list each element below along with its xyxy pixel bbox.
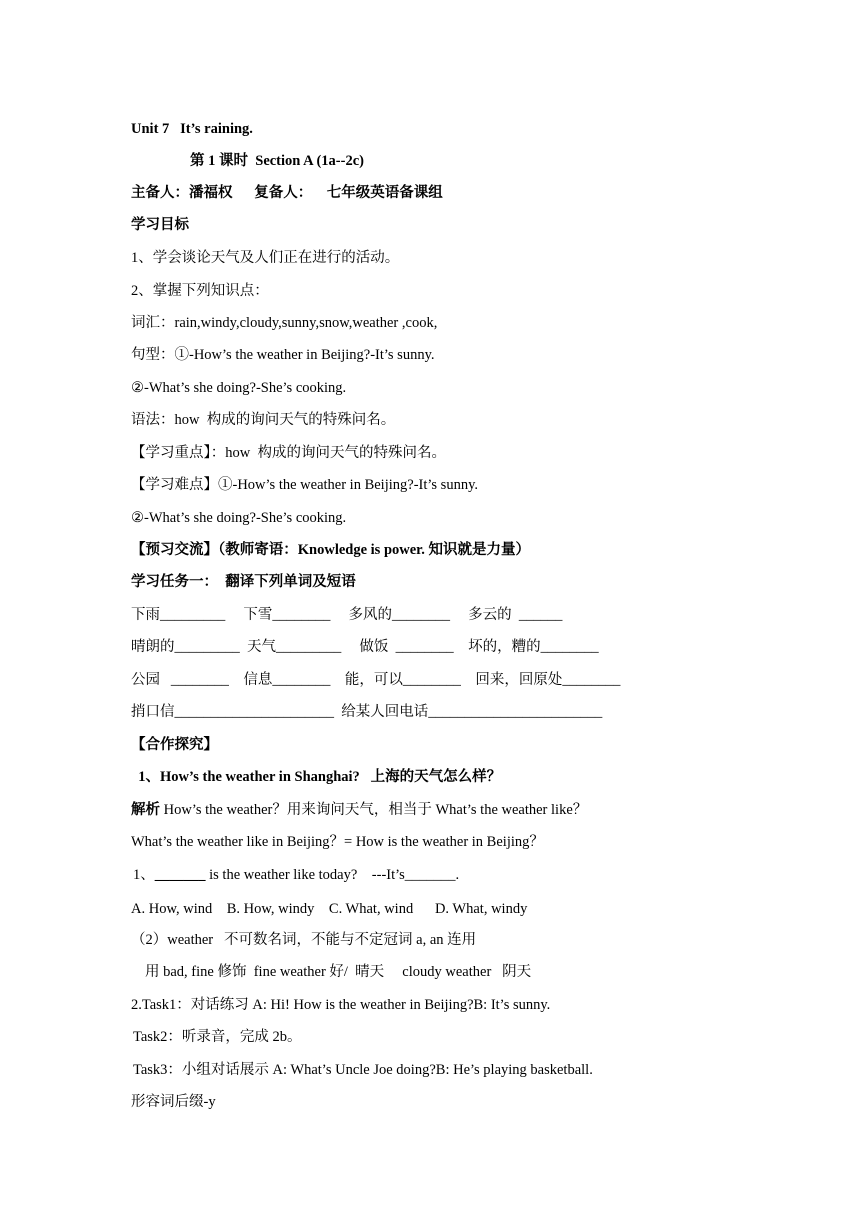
task-3: Task3：小组对话展示 A: What’s Uncle Joe doing?B: He’s playing basketball. xyxy=(133,1062,593,1078)
key-points: 【学习重点】：how 构成的询问天气的特殊问名。 xyxy=(131,445,446,461)
analysis-line-2: What’s the weather like in Beijing？= How is the weather in Beijing？ xyxy=(131,834,544,850)
weather-note-2: 用 bad, fine 修饰 fine weather 好/ 晴天 cloudy weather 阴天 xyxy=(145,964,532,980)
task1-heading xyxy=(131,573,356,591)
exercise-rest: is the weather like today? ---It’s_______. xyxy=(205,867,460,883)
analysis-label: 解析 xyxy=(131,802,160,818)
exercise-blank: _______ xyxy=(154,867,206,883)
grammar-line: 语法：how 构成的询问天气的特殊问名。 xyxy=(131,412,396,428)
analysis-text: How’s the weather？用来询问天气，相当于 What’s the weather like？ xyxy=(160,802,588,818)
explore-question-1: 1、How’s the weather in Shanghai? 上海的天气怎么样？ xyxy=(131,769,502,785)
preparers-line: 主备人：潘福权 复备人： 七年级英语备课组 xyxy=(131,185,443,201)
analysis-line xyxy=(131,801,587,819)
objectives-heading: 学习目标 xyxy=(131,217,189,233)
difficult-points: 【学习难点】①-How’s the weather in Beijing?-It’s sunny. xyxy=(131,477,479,493)
suffix-note: 形容词后缀-y xyxy=(131,1094,216,1110)
objective-1: 1、学会谈论天气及人们正在进行的活动。 xyxy=(131,250,400,266)
difficult-points-2: ②-What’s she doing?-She’s cooking. xyxy=(131,510,347,526)
weather-note: （2）weather 不可数名词，不能与不定冠词 a, an 连用 xyxy=(131,932,477,948)
lesson-title: 第 1 课时 Section A (1a--2c) xyxy=(190,153,364,169)
sentence-pattern-2: ②-What’s she doing?-She’s cooking. xyxy=(131,380,347,396)
vocab-row-2: 晴朗的_________ 天气_________ 做饭 ________ 坏的，糟的________ xyxy=(131,639,599,655)
preview-heading: 【预习交流】（教师寄语：Knowledge is power. 知识就是力量） xyxy=(131,542,531,558)
vocab-row-4: 捎口信______________________ 给某人回电话________________________ xyxy=(131,704,603,720)
vocab-line: 词汇：rain,windy,cloudy,sunny,snow,weather ,cook, xyxy=(131,315,438,331)
exercise-prefix: 1、 xyxy=(133,867,155,883)
cooperate-heading: 【合作探究】 xyxy=(131,737,218,753)
vocab-row-1: 下雨_________ 下雪________ 多风的________ 多云的 ______ xyxy=(131,607,563,623)
vocab-row-3: 公园 ________ 信息________ 能，可以________ 回来，回原处________ xyxy=(131,672,621,688)
exercise-options: A. How, wind B. How, windy C. What, wind D. What, windy xyxy=(131,901,528,917)
task1-heading-text: 学习任务一： 翻译下列单词及短语 xyxy=(131,574,356,590)
task-2: Task2：听录音，完成 2b。 xyxy=(133,1029,302,1045)
unit-title: Unit 7 It’s raining. xyxy=(131,121,253,137)
exercise-line xyxy=(133,866,459,884)
sentence-pattern-1: 句型：①-How’s the weather in Beijing?-It’s sunny. xyxy=(131,347,435,363)
task-1: 2.Task1：对话练习 A: Hi! How is the weather in Beijing?B: It’s sunny. xyxy=(131,997,551,1013)
objective-2: 2、掌握下列知识点： xyxy=(131,283,269,299)
